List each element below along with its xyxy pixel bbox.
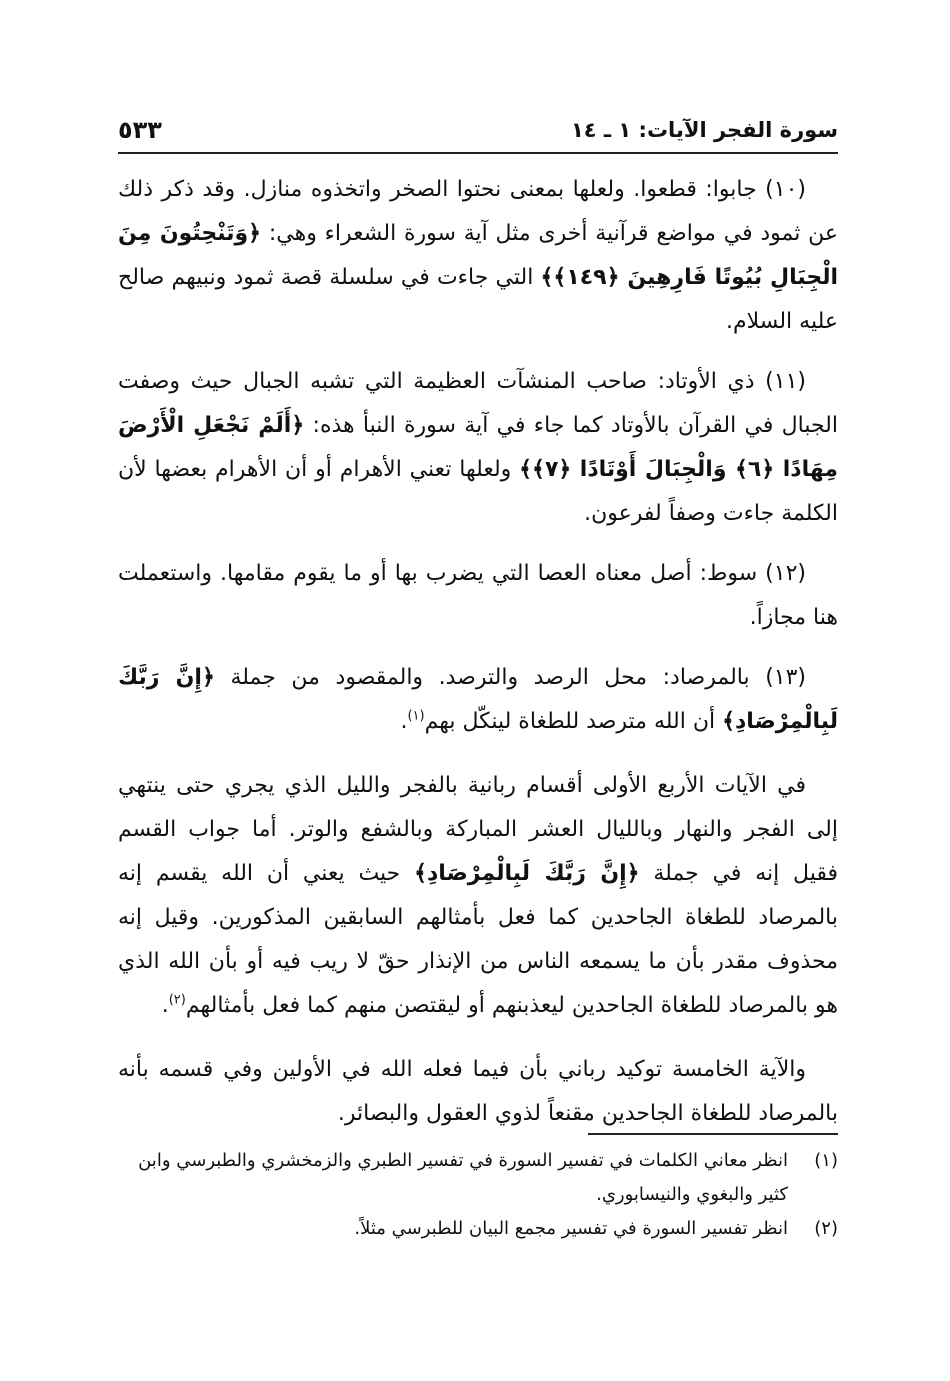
sentence-end: . bbox=[400, 709, 408, 734]
paragraph-text: حيث يعني أن الله يقسم إنه بالمرصاد للطغاة الجاحدين كما فعل بأمثالهم السابقين المذكورين. وقيل إنه محذوف مقدر بأن ما يسمعه الناس من الإنذار حقّ لا ريب فيه أو بأن الله الذي هو بالمرصاد للطغاة الجاحدين ليعذبنهم أو ليقتصن منهم كما فعل بأمثالهم bbox=[118, 861, 838, 1018]
quran-verse: ﴿وَتَنْحِتُونَ مِنَ الْجِبَالِ بُيُوتًا فَارِهِينَ ﴿١٤٩﴾﴾ bbox=[118, 221, 839, 290]
note-text: (١٠) جابوا: قطعوا. ولعلها بمعنى نحتوا الصخر واتخذوه منازل. وقد ذكر ذلك عن ثمود في مواضع قرآنية أخرى مثل آية سورة الشعراء وهي: bbox=[118, 177, 839, 246]
footnote-2 bbox=[118, 1212, 838, 1246]
paragraph-oaths bbox=[118, 764, 838, 1028]
sentence-end: . bbox=[161, 993, 169, 1018]
note-text: التي جاءت في سلسلة قصة ثمود ونبيهم صالح عليه السلام. bbox=[118, 265, 838, 334]
footnote-ref[interactable]: (١) bbox=[407, 708, 425, 724]
note-11 bbox=[118, 360, 838, 536]
quran-verse: ﴿أَلَمْ نَجْعَلِ الْأَرْضَ مِهَادًا ﴿٦﴾ وَالْجِبَالَ أَوْتَادًا ﴿٧﴾﴾ bbox=[118, 413, 838, 482]
footnote-divider bbox=[588, 1133, 838, 1135]
note-10 bbox=[118, 168, 838, 344]
quran-verse: ﴿إِنَّ رَبَّكَ لَبِالْمِرْصَادِ﴾ bbox=[414, 861, 640, 886]
footnote-number: (١) bbox=[814, 1150, 838, 1171]
note-text: (١٣) بالمرصاد: محل الرصد والترصد. والمقصود من جملة bbox=[214, 665, 807, 690]
page-number: ٥٣٣ bbox=[118, 116, 162, 144]
footnote-ref[interactable]: (٢) bbox=[168, 992, 186, 1008]
note-text: (١٢) سوط: أصل معناه العصا التي يضرب بها أو ما يقوم مقامها. واستعملت هنا مجازاً. bbox=[118, 561, 838, 630]
running-title: سورة الفجر الآيات: ١ ـ ١٤ bbox=[570, 118, 838, 142]
paragraph-fifth-verse bbox=[118, 1048, 838, 1136]
footnote-number: (٢) bbox=[814, 1218, 838, 1239]
footnote-text: انظر معاني الكلمات في تفسير السورة في تفسير الطبري والزمخشري والطبرسي وابن كثير والبغوي والنيسابوري. bbox=[138, 1150, 788, 1205]
paragraph-text: في الآيات الأربع الأولى أقسام ربانية بالفجر والليل الذي يجري حتى ينتهي إلى الفجر والنهار وبالليال العشر المباركة وبالشفع والوتر. أما جواب القسم فقيل إنه في جملة bbox=[118, 773, 839, 886]
note-13 bbox=[118, 656, 838, 744]
note-text: (١١) ذي الأوتاد: صاحب المنشآت العظيمة التي تشبه الجبال حيث وصفت الجبال في القرآن بالأوتاد كما جاء في آية سورة النبأ هذه: bbox=[118, 369, 838, 438]
note-12 bbox=[118, 552, 838, 640]
note-text: أن الله مترصد للطغاة لينكّل بهم bbox=[424, 709, 723, 734]
note-text: ولعلها تعني الأهرام أو أن الأهرام بعضها لأن الكلمة جاءت وصفاً لفرعون. bbox=[118, 457, 838, 526]
quran-verse: ﴿إِنَّ رَبَّكَ لَبِالْمِرْصَادِ﴾ bbox=[118, 665, 838, 734]
page-header bbox=[118, 112, 838, 154]
footnote-text: انظر تفسير السورة في تفسير مجمع البيان للطبرسي مثلاً. bbox=[354, 1218, 788, 1239]
footnotes bbox=[118, 1144, 838, 1246]
footnote-1 bbox=[118, 1144, 838, 1212]
main-text bbox=[118, 168, 838, 1152]
paragraph-text: والآية الخامسة توكيد رباني بأن فيما فعله الله في الأولين وفي قسمه بأنه بالمرصاد للطغاة الجاحدين مقنعاً لذوي العقول والبصائر. bbox=[118, 1057, 838, 1126]
